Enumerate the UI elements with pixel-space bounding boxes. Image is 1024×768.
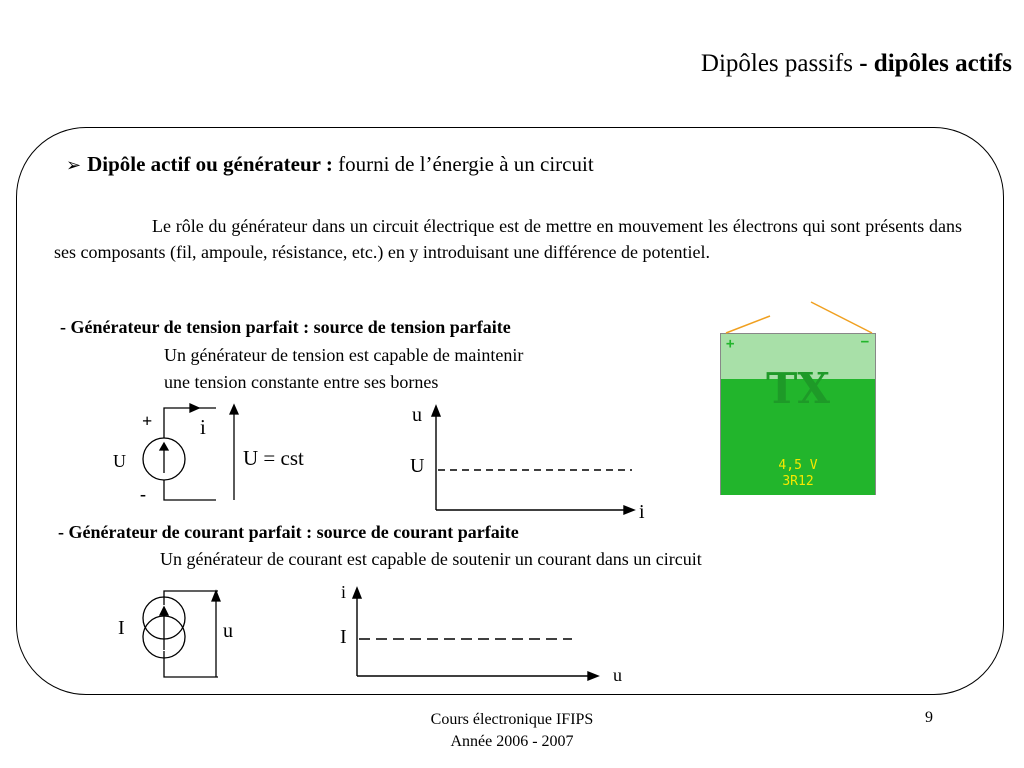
section-heading bbox=[66, 152, 594, 177]
graph1-x-axis-label: i bbox=[639, 501, 645, 523]
current-I-label: I bbox=[118, 617, 125, 639]
equation-label: U = cst bbox=[243, 446, 304, 470]
current-source-line1: Un générateur de courant est capable de soutenir un courant dans un circuit bbox=[160, 549, 702, 569]
graph1-y-axis-label: u bbox=[412, 404, 422, 426]
battery-brand: TX bbox=[766, 364, 830, 413]
footer-year: Année 2006 - 2007 bbox=[450, 733, 574, 750]
minus-terminal-label: - bbox=[140, 484, 146, 504]
voltage-u-label-2: u bbox=[223, 620, 233, 642]
battery-image bbox=[720, 333, 876, 495]
graph1-level-label: U bbox=[410, 455, 425, 477]
voltage-source-line1: Un générateur de tension est capable de maintenir bbox=[164, 345, 524, 365]
battery-voltage: 4,5 V bbox=[778, 458, 818, 473]
current-i-label: i bbox=[200, 415, 206, 439]
footer bbox=[0, 709, 1024, 753]
graph2-y-axis-label: i bbox=[341, 582, 347, 602]
title-bold: - dipôles actifs bbox=[859, 50, 1012, 77]
page-title bbox=[701, 50, 1012, 78]
battery-minus-label: − bbox=[860, 334, 869, 350]
battery-model: 3R12 bbox=[782, 474, 814, 489]
voltage-source-heading: - Générateur de tension parfait : source de tension parfaite bbox=[60, 317, 511, 337]
current-source-heading: - Générateur de courant parfait : source de courant parfaite bbox=[58, 522, 519, 542]
title-normal: Dipôles passifs bbox=[700, 50, 860, 77]
heading-bold: Dipôle actif ou générateur : bbox=[87, 152, 333, 176]
plus-terminal-label: + bbox=[142, 411, 153, 431]
heading-rest: fourni de l’énergie à un circuit bbox=[332, 152, 594, 176]
page-number: 9 bbox=[925, 709, 933, 726]
voltage-u-label: U bbox=[113, 451, 126, 471]
graph2-level-label: I bbox=[340, 626, 347, 648]
arrow-bullet-icon: ➢ bbox=[66, 155, 82, 175]
voltage-source-line2: une tension constante entre ses bornes bbox=[164, 372, 439, 392]
graph2-x-axis-label: u bbox=[613, 665, 622, 685]
footer-course: Cours électronique IFIPS bbox=[430, 711, 594, 728]
intro-paragraph: Le rôle du générateur dans un circuit électrique est de mettre en mouvement les électrons qui sont présents dans ses composants (fil, ampoule, résistance, etc.) en y introduisant une différence de potentiel. bbox=[54, 216, 962, 262]
battery-plus-label: + bbox=[726, 336, 735, 352]
